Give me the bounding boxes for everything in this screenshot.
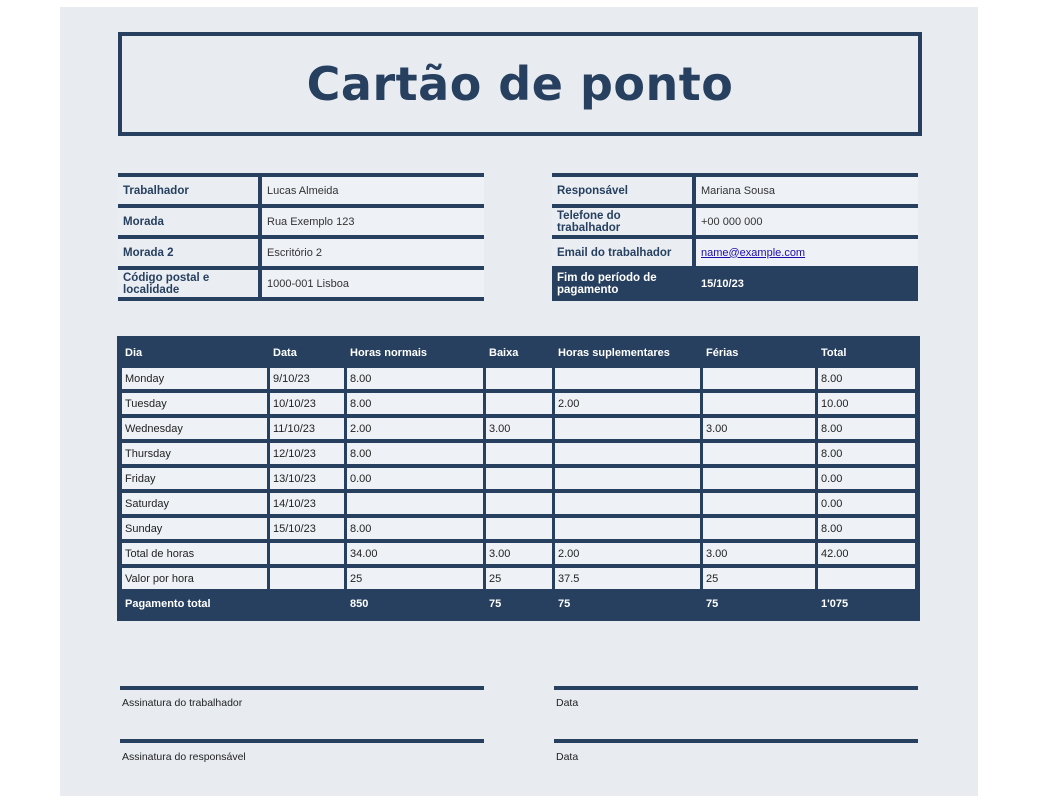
- cell-vacation[interactable]: [703, 518, 815, 539]
- cell-regular-hours[interactable]: 34.00: [347, 543, 483, 564]
- table-row: [122, 543, 915, 564]
- manager-info-row: [552, 173, 918, 204]
- hours-table: [117, 336, 920, 621]
- worker-signature-label: Assinatura do trabalhador: [122, 697, 243, 709]
- cell-vacation[interactable]: 25: [703, 568, 815, 589]
- cell-day: Sunday: [122, 518, 267, 539]
- cell-overtime[interactable]: [555, 443, 700, 464]
- cell-regular-hours[interactable]: [347, 493, 483, 514]
- manager-info-row: [552, 204, 918, 235]
- cell-sick[interactable]: [486, 493, 552, 514]
- email-label: Email do trabalhador: [552, 239, 696, 266]
- total-pay-vacation: 75: [703, 593, 815, 615]
- table-row: [122, 493, 915, 514]
- title-box: [118, 32, 922, 136]
- cell-vacation[interactable]: 3.00: [703, 543, 815, 564]
- cell-date[interactable]: 14/10/23: [270, 493, 344, 514]
- cell-regular-hours[interactable]: 8.00: [347, 393, 483, 414]
- cell-date[interactable]: 12/10/23: [270, 443, 344, 464]
- header-sick: Baixa: [486, 342, 552, 364]
- manager-info-block: [552, 173, 918, 301]
- worker-info-row: [118, 266, 484, 301]
- cell-day: Thursday: [122, 443, 267, 464]
- total-pay-row: [122, 593, 915, 615]
- header-regular-hours: Horas normais: [347, 342, 483, 364]
- worker-name-label: Trabalhador: [118, 177, 262, 204]
- cell-total[interactable]: 8.00: [818, 518, 915, 539]
- cell-overtime[interactable]: [555, 368, 700, 389]
- table-row: [122, 393, 915, 414]
- manager-signature-line[interactable]: [120, 739, 484, 743]
- cell-sick[interactable]: [486, 443, 552, 464]
- worker-info-row: [118, 235, 484, 266]
- header-total: Total: [818, 342, 915, 364]
- cell-sick[interactable]: 3.00: [486, 543, 552, 564]
- address-value[interactable]: Rua Exemplo 123: [262, 208, 484, 235]
- cell-regular-hours[interactable]: 25: [347, 568, 483, 589]
- cell-sick[interactable]: 25: [486, 568, 552, 589]
- cell-total[interactable]: 10.00: [818, 393, 915, 414]
- cell-sick[interactable]: [486, 368, 552, 389]
- cell-vacation[interactable]: [703, 468, 815, 489]
- cell-overtime[interactable]: 2.00: [555, 393, 700, 414]
- manager-name-value[interactable]: Mariana Sousa: [696, 177, 918, 204]
- worker-info-block: [118, 173, 484, 301]
- cell-date[interactable]: 15/10/23: [270, 518, 344, 539]
- address2-label: Morada 2: [118, 239, 262, 266]
- cell-vacation[interactable]: 3.00: [703, 418, 815, 439]
- phone-value[interactable]: +00 000 000: [696, 208, 918, 235]
- worker-info-row: [118, 204, 484, 235]
- worker-date-line[interactable]: [554, 686, 918, 690]
- cell-day: Wednesday: [122, 418, 267, 439]
- phone-label: Telefone do trabalhador: [552, 208, 696, 235]
- cell-sick[interactable]: [486, 393, 552, 414]
- timecard-sheet: [60, 7, 978, 796]
- total-pay-total: 1'075: [818, 593, 915, 615]
- header-vacation: Férias: [703, 342, 815, 364]
- cell-day: Saturday: [122, 493, 267, 514]
- table-row: [122, 418, 915, 439]
- manager-signature-label: Assinatura do responsável: [122, 751, 246, 763]
- cell-total[interactable]: [818, 568, 915, 589]
- cell-total[interactable]: 0.00: [818, 468, 915, 489]
- worker-name-value[interactable]: Lucas Almeida: [262, 177, 484, 204]
- pay-period-end-value[interactable]: 15/10/23: [696, 270, 918, 297]
- postal-code-value[interactable]: 1000-001 Lisboa: [262, 270, 484, 297]
- cell-regular-hours[interactable]: 2.00: [347, 418, 483, 439]
- table-header-row: [122, 342, 915, 364]
- total-pay-sick: 75: [486, 593, 552, 615]
- table-row: [122, 468, 915, 489]
- cell-date[interactable]: [270, 543, 344, 564]
- manager-info-row: [552, 235, 918, 266]
- cell-regular-hours[interactable]: 8.00: [347, 368, 483, 389]
- worker-info-row: [118, 173, 484, 204]
- manager-info-row: [552, 266, 918, 301]
- pay-period-end-label: Fim do período de pagamento: [552, 270, 696, 297]
- cell-regular-hours[interactable]: 0.00: [347, 468, 483, 489]
- cell-day: Valor por hora: [122, 568, 267, 589]
- cell-date[interactable]: 9/10/23: [270, 368, 344, 389]
- cell-total[interactable]: 42.00: [818, 543, 915, 564]
- cell-date[interactable]: 13/10/23: [270, 468, 344, 489]
- total-pay-day: Pagamento total: [122, 593, 267, 615]
- header-overtime: Horas suplementares: [555, 342, 700, 364]
- total-pay-overtime: 75: [555, 593, 700, 615]
- manager-date-line[interactable]: [554, 739, 918, 743]
- cell-sick[interactable]: [486, 518, 552, 539]
- cell-overtime[interactable]: 2.00: [555, 543, 700, 564]
- address2-value[interactable]: Escritório 2: [262, 239, 484, 266]
- cell-total[interactable]: 8.00: [818, 418, 915, 439]
- cell-day: Total de horas: [122, 543, 267, 564]
- cell-date[interactable]: [270, 568, 344, 589]
- cell-vacation[interactable]: [703, 393, 815, 414]
- cell-sick[interactable]: 3.00: [486, 418, 552, 439]
- table-row: [122, 518, 915, 539]
- address-label: Morada: [118, 208, 262, 235]
- cell-overtime[interactable]: [555, 493, 700, 514]
- cell-sick[interactable]: [486, 468, 552, 489]
- worker-signature-line[interactable]: [120, 686, 484, 690]
- header-date: Data: [270, 342, 344, 364]
- total-pay-date: [270, 593, 344, 615]
- email-link[interactable]: name@example.com: [701, 246, 806, 259]
- cell-vacation[interactable]: [703, 368, 815, 389]
- total-pay-regular-hours: 850: [347, 593, 483, 615]
- cell-total[interactable]: 0.00: [818, 493, 915, 514]
- cell-vacation[interactable]: [703, 443, 815, 464]
- cell-date[interactable]: 11/10/23: [270, 418, 344, 439]
- cell-day: Monday: [122, 368, 267, 389]
- email-value-cell: [696, 239, 918, 266]
- table-row: [122, 443, 915, 464]
- table-row: [122, 568, 915, 589]
- postal-code-label: Código postal e localidade: [118, 270, 262, 297]
- cell-day: Tuesday: [122, 393, 267, 414]
- cell-overtime[interactable]: [555, 418, 700, 439]
- cell-total[interactable]: 8.00: [818, 443, 915, 464]
- cell-date[interactable]: 10/10/23: [270, 393, 344, 414]
- worker-date-label: Data: [556, 697, 579, 709]
- page-title: Cartão de ponto: [306, 57, 734, 111]
- cell-overtime[interactable]: 37.5: [555, 568, 700, 589]
- cell-total[interactable]: 8.00: [818, 368, 915, 389]
- cell-overtime[interactable]: [555, 468, 700, 489]
- manager-date-label: Data: [556, 751, 579, 763]
- header-day: Dia: [122, 342, 267, 364]
- cell-regular-hours[interactable]: 8.00: [347, 443, 483, 464]
- cell-day: Friday: [122, 468, 267, 489]
- table-row: [122, 368, 915, 389]
- cell-overtime[interactable]: [555, 518, 700, 539]
- cell-regular-hours[interactable]: 8.00: [347, 518, 483, 539]
- cell-vacation[interactable]: [703, 493, 815, 514]
- manager-name-label: Responsável: [552, 177, 696, 204]
